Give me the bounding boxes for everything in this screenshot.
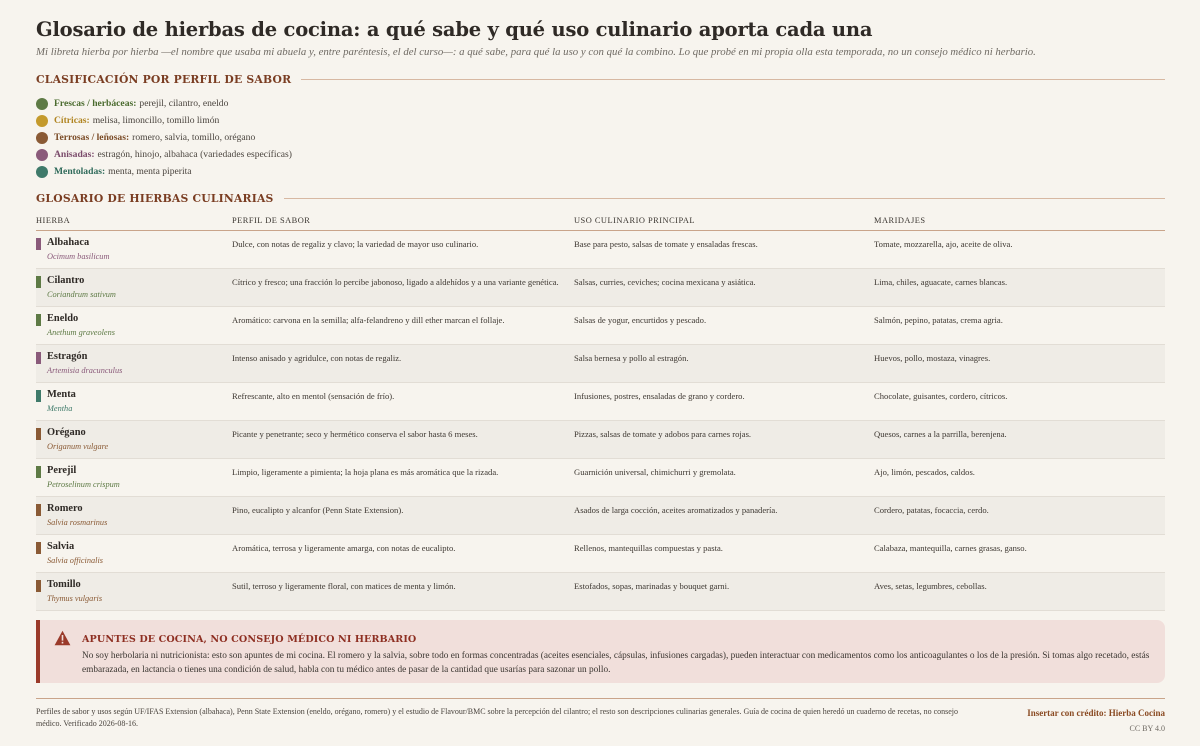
herb-latin-name: Coriandrum sativum — [47, 290, 116, 299]
legend-category: Terrosas / leñosas: — [54, 132, 130, 143]
herb-name: Menta — [47, 389, 76, 400]
herb-cell — [36, 383, 232, 420]
herb-name: Albahaca — [47, 237, 90, 248]
legend-category: Cítricas: — [54, 115, 90, 126]
footer-sources: Perfiles de sabor y usos según UF/IFAS Extension (albahaca), Penn State Extension (eneldo, orégano, romero) y el estudio de Flavour/BMC sobre la percepción del cilantro; el resto son descripciones culinarias generales. Guía de cocina de quien heredó un cuaderno de recetas, no consejo médico. Verificado 2026-08-16. — [36, 707, 959, 728]
glossary-heading: GLOSARIO DE HIERBAS CULINARIAS — [36, 192, 274, 205]
flavor-cell: Aromático: carvona en la semilla; alfa-felandreno y dill ether marcan el follaje. — [232, 315, 505, 325]
column-header-flavor: PERFIL DE SABOR — [232, 216, 311, 225]
classification-header — [36, 73, 1165, 86]
herb-cell — [36, 535, 232, 572]
category-color-bar — [36, 542, 41, 554]
use-cell: Pizzas, salsas de tomate y adobos para carnes rojas. — [574, 429, 752, 439]
flavor-cell: Pino, eucalipto y alcanfor (Penn State Extension). — [232, 505, 404, 515]
use-cell: Infusiones, postres, ensaladas de grano y cordero. — [574, 391, 745, 401]
pairings-cell: Lima, chiles, aguacate, carnes blancas. — [874, 277, 1008, 287]
use-cell: Salsas de yogur, encurtidos y pescado. — [574, 315, 707, 325]
legend-herbs: perejil, cilantro, eneldo — [139, 98, 229, 109]
category-color-bar — [36, 276, 41, 288]
table-row — [36, 345, 1165, 383]
column-header-use: USO CULINARIO PRINCIPAL — [574, 216, 696, 225]
legend-item — [36, 112, 1165, 129]
herb-cell — [36, 573, 232, 610]
use-cell: Asados de larga cocción, aceites aromatizados y panadería. — [574, 505, 778, 515]
use-cell: Estofados, sopas, marinadas y bouquet garni. — [574, 581, 730, 591]
table-row — [36, 459, 1165, 497]
pairings-cell: Huevos, pollo, mostaza, vinagres. — [874, 353, 991, 363]
warning-triangle-icon — [54, 630, 71, 646]
classification-heading: CLASIFICACIÓN POR PERFIL DE SABOR — [36, 73, 292, 86]
page — [36, 16, 1165, 733]
herb-name: Cilantro — [47, 275, 85, 286]
category-color-bar — [36, 428, 41, 440]
pairings-cell: Quesos, carnes a la parrilla, berenjena. — [874, 429, 1007, 439]
license-label: CC BY 4.0 — [1129, 724, 1165, 733]
disclaimer-note — [36, 620, 1165, 683]
legend-color-dot — [36, 166, 48, 178]
category-color-bar — [36, 314, 41, 326]
pairings-cell: Tomate, mozzarella, ajo, aceite de oliva. — [874, 239, 1013, 249]
category-color-bar — [36, 580, 41, 592]
footer-right — [1027, 706, 1165, 733]
note-heading: APUNTES DE COCINA, NO CONSEJO MÉDICO NI HERBARIO — [82, 634, 417, 645]
page-title: Glosario de hierbas de cocina: a qué sabe y qué uso culinario aporta cada una — [36, 18, 873, 41]
legend-color-dot — [36, 98, 48, 110]
flavor-cell: Dulce, con notas de regaliz y clavo; la variedad de mayor uso culinario. — [232, 239, 479, 249]
herb-latin-name: Salvia officinalis — [47, 556, 103, 565]
herb-cell — [36, 459, 232, 496]
table-row — [36, 421, 1165, 459]
pairings-cell: Aves, setas, legumbres, cebollas. — [874, 581, 987, 591]
flavor-cell: Intenso anisado y agridulce, con notas de regaliz. — [232, 353, 402, 363]
table-body — [36, 231, 1165, 611]
legend-item — [36, 146, 1165, 163]
herb-name: Salvia — [47, 541, 75, 552]
flavor-cell: Refrescante, alto en mentol (sensación de frío). — [232, 391, 395, 401]
herb-latin-name: Artemisia dracunculus — [47, 366, 123, 375]
table-row — [36, 307, 1165, 345]
legend-category: Anisadas: — [54, 149, 95, 160]
table-row — [36, 269, 1165, 307]
use-cell: Salsa bernesa y pollo al estragón. — [574, 353, 689, 363]
glossary-header — [36, 192, 1165, 205]
legend-herbs: romero, salvia, tomillo, orégano — [132, 132, 256, 143]
flavor-cell: Aromática, terrosa y ligeramente amarga, con notas de eucalipto. — [232, 543, 456, 553]
table-header — [36, 216, 1165, 231]
herb-cell — [36, 269, 232, 306]
table-row — [36, 535, 1165, 573]
herb-name: Orégano — [47, 427, 86, 438]
flavor-cell: Picante y penetrante; seco y hermético conserva el sabor hasta 6 meses. — [232, 429, 478, 439]
section-divider — [301, 79, 1165, 80]
flavor-cell: Cítrico y fresco; una fracción lo percibe jabonoso, ligado a aldehídos y a una variante genética. — [232, 277, 559, 287]
herb-latin-name: Origanum vulgare — [47, 442, 109, 451]
legend-herbs: melisa, limoncillo, tomillo limón — [92, 115, 220, 126]
pairings-cell: Calabaza, mantequilla, carnes grasas, ganso. — [874, 543, 1027, 553]
table-row — [36, 573, 1165, 611]
legend-herbs: estragón, hinojo, albahaca (variedades específicas) — [97, 149, 292, 160]
herb-latin-name: Anethum graveolens — [47, 328, 115, 337]
herb-latin-name: Salvia rosmarinus — [47, 518, 108, 527]
herb-cell — [36, 497, 232, 534]
table-row — [36, 383, 1165, 421]
table-row — [36, 231, 1165, 269]
pairings-cell: Ajo, limón, pescados, caldos. — [874, 467, 975, 477]
legend-color-dot — [36, 132, 48, 144]
herb-latin-name: Thymus vulgaris — [47, 594, 103, 603]
footer — [36, 706, 1165, 733]
herb-name: Romero — [47, 503, 83, 514]
table-row — [36, 497, 1165, 535]
category-color-bar — [36, 390, 41, 402]
legend-item — [36, 95, 1165, 112]
pairings-cell: Cordero, patatas, focaccia, cerdo. — [874, 505, 989, 515]
legend-item — [36, 129, 1165, 146]
category-color-bar — [36, 466, 41, 478]
use-cell: Guarnición universal, chimichurri y gremolata. — [574, 467, 736, 477]
category-color-bar — [36, 238, 41, 250]
herb-cell — [36, 307, 232, 344]
herb-name: Tomillo — [47, 579, 81, 590]
legend-category: Frescas / herbáceas: — [54, 98, 137, 109]
flavor-cell: Limpio, ligeramente a pimienta; la hoja plana es más aromática que la rizada. — [232, 467, 499, 477]
use-cell: Base para pesto, salsas de tomate y ensaladas frescas. — [574, 239, 758, 249]
glossary-table — [36, 216, 1165, 611]
use-cell: Rellenos, mantequillas compuestas y pasta. — [574, 543, 723, 553]
section-divider — [284, 198, 1165, 199]
legend-category: Mentoladas: — [54, 166, 106, 177]
category-color-bar — [36, 504, 41, 516]
herb-latin-name: Petroselinum crispum — [47, 480, 120, 489]
flavor-cell: Sutil, terroso y ligeramente floral, con matices de menta y limón. — [232, 581, 456, 591]
herb-cell — [36, 421, 232, 458]
herb-name: Eneldo — [47, 313, 79, 324]
flavor-legend — [36, 95, 1165, 180]
page-subtitle: Mi libreta hierba por hierba —el nombre que usaba mi abuela y, entre paréntesis, el del curso—: a qué sabe, para qué la uso y con qué la combino. Lo que probé en mi propia olla esta temporada, no un consejo médico ni herbario. — [36, 46, 1036, 58]
legend-herbs: menta, menta piperita — [108, 166, 192, 177]
herb-name: Estragón — [47, 351, 88, 362]
legend-color-dot — [36, 115, 48, 127]
column-header-herb: HIERBA — [36, 216, 71, 225]
herb-latin-name: Mentha — [47, 404, 73, 413]
pairings-cell: Chocolate, guisantes, cordero, cítricos. — [874, 391, 1008, 401]
herb-latin-name: Ocimum basilicum — [47, 252, 110, 261]
legend-item — [36, 163, 1165, 180]
category-color-bar — [36, 352, 41, 364]
column-header-pairings: MARIDAJES — [874, 216, 926, 225]
footer-divider — [36, 698, 1165, 699]
herb-name: Perejil — [47, 465, 77, 476]
herb-cell — [36, 345, 232, 382]
use-cell: Salsas, curries, ceviches; cocina mexicana y asiática. — [574, 277, 756, 287]
note-body: No soy herbolaria ni nutricionista: esto son apuntes de mi cocina. El romero y la salvia, sobre todo en formas concentradas (aceites esenciales, cápsulas, infusiones cargadas), pueden interactuar con medicamentos como los anticoagulantes o los de la presión. Si tomas algo recetado, estás embarazada, en lactancia o tienes una condición de salud, habla con tu médico antes de pasar de la cantidad que usarías para sazonar un pollo. — [82, 651, 1150, 675]
credit-link[interactable]: Insertar con crédito: Hierba Cocina — [1027, 708, 1165, 718]
herb-cell — [36, 231, 232, 268]
legend-color-dot — [36, 149, 48, 161]
pairings-cell: Salmón, pepino, patatas, crema agria. — [874, 315, 1003, 325]
